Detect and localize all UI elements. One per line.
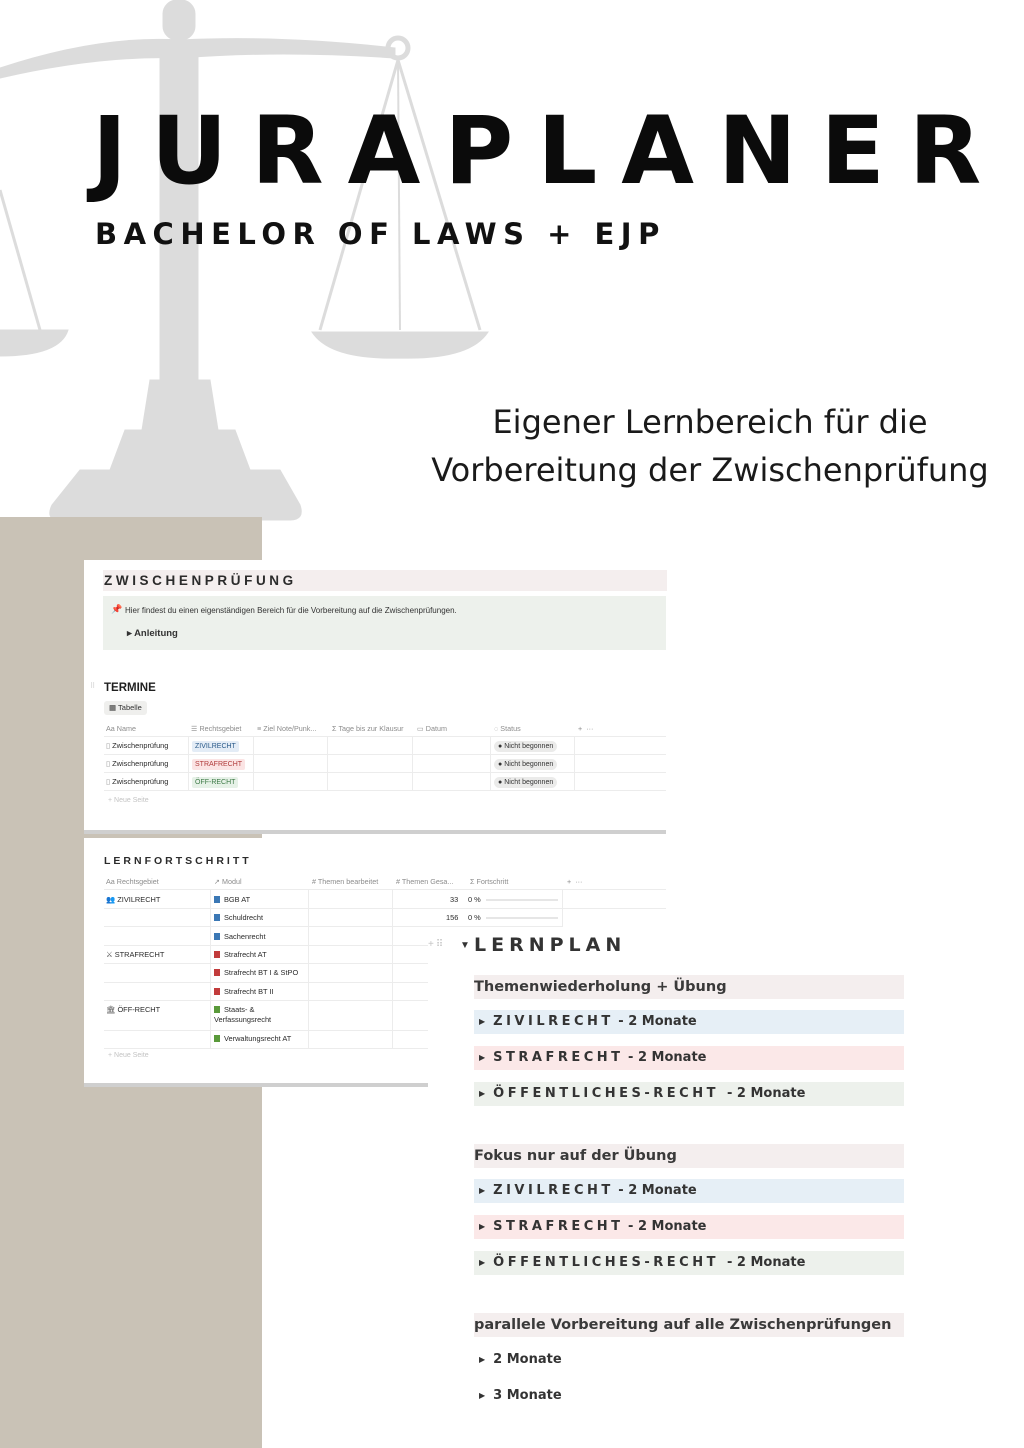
toggle-oeffentliches-recht[interactable] (474, 1251, 904, 1275)
tag-oeff-recht: ÖFF-RECHT (192, 777, 238, 788)
table-row[interactable] (106, 759, 168, 768)
col-header-tage[interactable]: Σ Tage bis zur Klausur (332, 724, 404, 733)
page-subtitle: BACHELOR OF LAWS + EJP (95, 217, 666, 251)
page-icon: ▯ (106, 777, 113, 786)
col-header-rechtsgebiet[interactable]: ☰ Rechtsgebiet (191, 724, 242, 733)
book-red-icon (214, 951, 220, 958)
toggle-strafrecht[interactable] (474, 1046, 904, 1070)
termine-title: TERMINE (104, 682, 156, 694)
toggle-zivilrecht[interactable] (474, 1179, 904, 1203)
col-name-label: Name (116, 724, 136, 733)
progress-value: 0 % (468, 913, 481, 922)
module-link[interactable] (214, 950, 267, 959)
table-icon: ▦ (109, 703, 119, 712)
col-label: Rechtsgebiet (116, 877, 159, 886)
module-link[interactable] (214, 913, 263, 922)
toggle-label: ÖFFENTLICHES-RECHT (493, 1086, 727, 1101)
col-label: Themen Gesa... (401, 877, 454, 886)
tab-tabelle[interactable] (104, 701, 147, 715)
row-name: Zwischenprüfung (112, 759, 169, 768)
toggle-2-monate[interactable] (474, 1348, 904, 1372)
col-datum-label: Datum (425, 724, 447, 733)
status-badge: ● Nicht begonnen (494, 759, 557, 770)
toggle-suffix: - 2 Monate (726, 1255, 806, 1270)
new-page-button[interactable]: + Neue Seite (108, 1052, 149, 1059)
toggle-triangle-icon: ▶ (479, 1089, 486, 1098)
new-page-label: Neue Seite (114, 797, 149, 804)
lernplan-title: LERNPLAN (474, 934, 627, 956)
toggle-suffix: - 2 Monate (726, 1086, 806, 1101)
toggle-label: ZIVILRECHT (493, 1183, 614, 1198)
book-blue-icon (214, 933, 220, 940)
module-label: Schuldrecht (224, 913, 264, 922)
module-label: Strafrecht BT II (224, 987, 274, 996)
module-label: Strafrecht BT I & StPO (224, 968, 299, 977)
toggle-label: ZIVILRECHT (493, 1014, 614, 1029)
section-heading-themenwiederholung: Themenwiederholung + Übung (474, 975, 904, 999)
callout-text: Hier findest du einen eigenständigen Bereich für die Vorbereitung auf die Zwischenprüfungen. (125, 606, 457, 615)
tagline-line-2: Vorbereitung der Zwischenprüfung (431, 451, 989, 489)
toggle-suffix: - 2 Monate (613, 1183, 697, 1198)
book-blue-icon (214, 914, 220, 921)
module-label: Verwaltungsrecht AT (224, 1034, 292, 1043)
module-link[interactable] (214, 932, 266, 941)
themen-gesamt-value: 33 (450, 895, 459, 904)
col-header-themen-gesamt[interactable]: # Themen Gesa... (396, 877, 454, 886)
zwischenpruefung-heading: ZWISCHENPRÜFUNG (103, 570, 667, 591)
toggle-label: ÖFFENTLICHES-RECHT (493, 1255, 727, 1270)
toggle-suffix: - 2 Monate (623, 1050, 707, 1065)
lernfortschritt-title: LERNFORTSCHRITT (104, 855, 252, 867)
courthouse-icon: 🏛 (106, 1005, 118, 1014)
status-label: Nicht begonnen (504, 743, 554, 750)
add-column-icon[interactable]: + ··· (578, 724, 594, 733)
toggle-3-monate[interactable] (474, 1384, 904, 1408)
group-strafrecht (106, 950, 164, 959)
module-link[interactable] (214, 1005, 271, 1025)
module-link[interactable] (214, 987, 274, 996)
toggle-suffix: - 2 Monate (623, 1219, 707, 1234)
people-icon: 👥 (106, 895, 118, 904)
toggle-triangle-icon: ▶ (479, 1258, 486, 1267)
toggle-label: 3 Monate (493, 1388, 562, 1403)
add-column-icon[interactable]: + ··· (567, 877, 583, 886)
lernfortschritt-panel (84, 838, 459, 1087)
toggle-triangle-icon: ▶ (479, 1053, 486, 1062)
col-header-status[interactable]: ◌ Status (494, 724, 521, 733)
book-green-icon (214, 1006, 220, 1013)
toggle-suffix: - 2 Monate (613, 1014, 697, 1029)
tab-tabelle-label: Tabelle (118, 703, 142, 712)
pin-icon: 📌 (111, 604, 123, 614)
row-name: Zwischenprüfung (112, 741, 169, 750)
module-label: BGB AT (224, 895, 251, 904)
module-label: Verfassungsrecht (214, 1015, 272, 1024)
section-heading-fokus-uebung: Fokus nur auf der Übung (474, 1144, 904, 1168)
zwischenpruefung-panel (84, 560, 666, 834)
anleitung-label: Anleitung (134, 628, 178, 639)
module-link[interactable] (214, 895, 250, 904)
toggle-oeffentliches-recht[interactable] (474, 1082, 904, 1106)
toggle-label: STRAFRECHT (493, 1050, 624, 1065)
toggle-zivilrecht[interactable] (474, 1010, 904, 1034)
book-blue-icon (214, 896, 220, 903)
toggle-triangle-icon: ▶ (479, 1222, 486, 1231)
col-label: Themen bearbeitet (317, 877, 379, 886)
toggle-label: STRAFRECHT (493, 1219, 624, 1234)
progress-bar (486, 917, 558, 919)
module-label: Strafrecht AT (224, 950, 267, 959)
module-label: Staats- & (224, 1005, 255, 1014)
col-rechtsgebiet-label: Rechtsgebiet (199, 724, 242, 733)
page-icon: ▯ (106, 759, 113, 768)
book-green-icon (214, 1035, 220, 1042)
anleitung-toggle[interactable]: ▸ Anleitung (127, 628, 178, 639)
section-heading-parallele-vorbereitung: parallele Vorbereitung auf alle Zwischenprüfungen (474, 1313, 904, 1337)
col-header-datum[interactable]: ▭ Datum (417, 724, 447, 733)
toggle-triangle-icon: ▶ (479, 1017, 486, 1026)
progress-bar (486, 899, 558, 901)
tagline-line-1: Eigener Lernbereich für die (492, 403, 928, 441)
swords-icon: ⚔ (106, 950, 115, 959)
new-page-button[interactable]: + Neue Seite (108, 797, 149, 804)
status-badge: ● Nicht begonnen (494, 741, 557, 752)
progress-value: 0 % (468, 895, 481, 904)
group-label: ÖFF-RECHT (117, 1005, 161, 1014)
row-name: Zwischenprüfung (112, 777, 169, 786)
tagline (400, 398, 1020, 494)
col-header-fortschritt[interactable]: Σ Fortschritt (470, 877, 509, 886)
col-label: Fortschritt (476, 877, 509, 886)
group-zivilrecht (106, 895, 160, 904)
toggle-label: 2 Monate (493, 1352, 562, 1367)
col-label: Modul (222, 877, 242, 886)
status-label: Nicht begonnen (504, 779, 554, 786)
toggle-triangle-icon: ▶ (479, 1391, 486, 1400)
status-badge: ● Nicht begonnen (494, 777, 557, 788)
tag-zivilrecht: ZIVILRECHT (192, 741, 239, 752)
col-header-ziel-note[interactable]: ≡ Ziel Note/Punk... (257, 724, 317, 733)
book-red-icon (214, 969, 220, 976)
book-red-icon (214, 988, 220, 995)
page-icon: ▯ (106, 741, 113, 750)
drag-handle-icon[interactable]: +⠿ (428, 939, 446, 950)
col-header-name[interactable]: Aa Name (106, 724, 136, 733)
drag-handle-icon[interactable]: ⠿ (90, 683, 96, 690)
page-title: JURAPLANER (92, 97, 1006, 206)
col-status-label: Status (500, 724, 521, 733)
col-header-modul[interactable]: ↗ Modul (214, 877, 242, 886)
module-link[interactable] (214, 968, 298, 977)
col-header-themen-bearbeitet[interactable]: # Themen bearbeitet (312, 877, 379, 886)
toggle-triangle-icon: ▶ (479, 1186, 486, 1195)
group-label: STRAFRECHT (114, 950, 165, 959)
toggle-strafrecht[interactable] (474, 1215, 904, 1239)
group-label: ZIVILRECHT (117, 895, 161, 904)
group-oeff-recht (106, 1005, 160, 1014)
module-link[interactable] (214, 1034, 291, 1043)
toggle-triangle-icon: ▶ (479, 1355, 486, 1364)
table-row[interactable] (106, 741, 168, 750)
info-callout (103, 596, 666, 650)
table-row[interactable] (106, 777, 168, 786)
themen-gesamt-value: 156 (446, 913, 459, 922)
new-page-label: Neue Seite (114, 1052, 149, 1059)
col-header-rechtsgebiet[interactable]: Aa Rechtsgebiet (106, 877, 159, 886)
col-ziel-label: Ziel Note/Punk... (263, 724, 317, 733)
collapse-triangle-icon[interactable]: ▼ (460, 940, 470, 951)
col-tage-label: Tage bis zur Klausur (338, 724, 404, 733)
module-label: Sachenrecht (224, 932, 266, 941)
status-label: Nicht begonnen (504, 761, 554, 768)
tag-strafrecht: STRAFRECHT (192, 759, 245, 770)
